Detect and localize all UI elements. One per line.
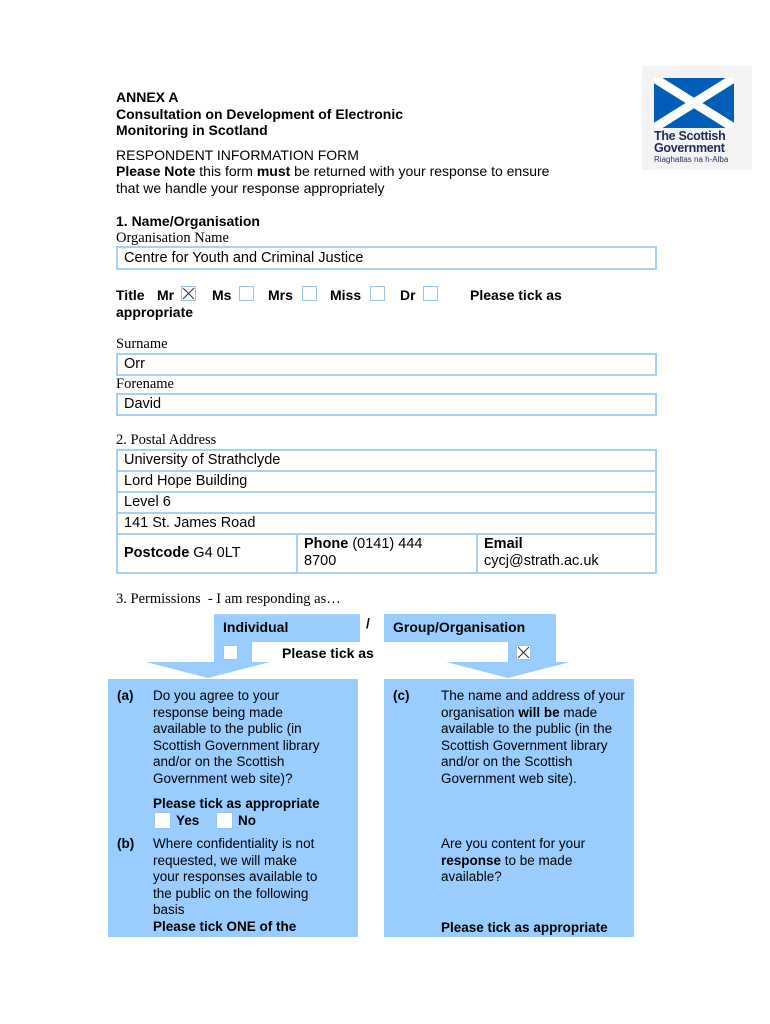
address-line-2[interactable]: Lord Hope Building	[118, 472, 655, 493]
annex-label: ANNEX A	[116, 89, 179, 105]
note-text-2: be returned with your response to ensure	[290, 163, 550, 179]
question-a-line: Do you agree to your	[153, 688, 280, 703]
title-option-dr-label: Dr	[400, 287, 416, 303]
contact-row	[118, 535, 655, 572]
phone-value-1: (0141) 444	[348, 536, 423, 552]
question-b-line: requested, we will make	[153, 852, 298, 868]
note-line-2: that we handle your response appropriately	[116, 180, 385, 196]
question-a-line: available to the public (in	[153, 721, 302, 737]
title-mr-checkbox[interactable]	[181, 286, 196, 301]
content-bold: response	[441, 852, 502, 868]
yes-checkbox[interactable]	[154, 812, 171, 829]
form-title: RESPONDENT INFORMATION FORM	[116, 147, 359, 163]
group-label: Group/Organisation	[393, 619, 526, 635]
email-value: cycj@strath.ac.uk	[484, 553, 599, 569]
title-line-2: Monitoring in Scotland	[116, 122, 268, 138]
question-c-line: Scottish Government library	[441, 737, 608, 753]
section-2-heading: 2. Postal Address	[116, 432, 217, 448]
tick-as-label: Please tick as	[282, 645, 374, 661]
checked-x-icon	[181, 286, 196, 301]
question-c-text	[441, 688, 625, 788]
postcode-label: Postcode	[124, 545, 190, 561]
question-a-line: response being made	[153, 704, 283, 720]
no-label: No	[238, 813, 256, 828]
question-b-text	[153, 836, 317, 936]
email-cell[interactable]	[484, 536, 599, 570]
checked-x-icon	[516, 645, 531, 660]
title-option-ms-label: Ms	[212, 287, 232, 303]
address-line-3[interactable]: Level 6	[118, 493, 655, 514]
tick-note-2: appropriate	[116, 304, 194, 320]
divider	[476, 535, 478, 572]
title-miss-checkbox[interactable]	[370, 286, 385, 301]
no-checkbox[interactable]	[216, 812, 233, 829]
surname-field[interactable]: Orr	[116, 353, 657, 376]
question-a-line: and/or on the Scottish	[153, 754, 285, 770]
question-a-line: Scottish Government library	[153, 737, 320, 753]
question-c-text-part: made	[559, 704, 598, 720]
section-1-heading: 1. Name/Organisation	[116, 213, 260, 229]
phone-label: Phone	[304, 536, 349, 552]
question-a-tick: Please tick as appropriate	[153, 796, 320, 811]
question-c-label: (c)	[393, 688, 410, 703]
question-a-label: (a)	[117, 688, 134, 703]
note-line-1	[116, 163, 549, 180]
logo-line-2: Government	[654, 141, 725, 155]
question-b-tick: Please tick ONE of the	[153, 918, 297, 934]
title-dr-checkbox[interactable]	[423, 286, 438, 301]
yes-label: Yes	[176, 813, 200, 828]
postcode-value: G4 0LT	[189, 545, 241, 561]
question-c-line	[441, 705, 625, 722]
postal-address-box	[116, 449, 657, 574]
question-b-line: your responses available to	[153, 869, 318, 885]
group-checkbox[interactable]	[516, 645, 531, 660]
respondent-type-bar	[214, 614, 556, 642]
forename-field[interactable]: David	[116, 393, 657, 416]
question-b-line: the public on the following	[153, 885, 309, 901]
phone-value-2: 8700	[304, 553, 337, 569]
title-option-mr-label: Mr	[157, 287, 175, 303]
question-c-bold: will be	[518, 704, 560, 720]
forename-label: Forename	[116, 376, 174, 392]
address-line-1[interactable]: University of Strathclyde	[118, 451, 655, 472]
question-a-line: Government web site)?	[153, 770, 293, 786]
title-mrs-checkbox[interactable]	[302, 286, 317, 301]
slash-cell	[360, 614, 384, 642]
section-3-heading: 3. Permissions - I am responding as…	[116, 591, 341, 607]
note-text-1: this form	[195, 163, 257, 179]
postcode-cell[interactable]	[124, 545, 241, 561]
content-line	[441, 853, 585, 870]
individual-label: Individual	[223, 619, 289, 635]
arrow-down-icon	[446, 662, 570, 678]
note-bold-2: must	[256, 163, 291, 179]
content-line: available?	[441, 869, 502, 885]
question-c-text-part: organisation	[441, 704, 519, 720]
title-option-mrs-label: Mrs	[268, 287, 293, 303]
logo-line-1: The Scottish	[654, 129, 726, 143]
question-c-line: available to the public (in the	[441, 721, 613, 737]
question-b-line: basis	[153, 902, 185, 918]
arrow-down-icon	[146, 662, 270, 678]
phone-cell[interactable]	[304, 536, 422, 570]
content-tick: Please tick as appropriate	[441, 920, 608, 935]
surname-label: Surname	[116, 336, 168, 352]
question-c-line: The name and address of your	[441, 688, 625, 703]
saltire-flag-icon	[654, 78, 734, 128]
tick-note: Please tick as	[470, 287, 562, 303]
content-line: Are you content for your	[441, 836, 586, 851]
note-bold-1: Please Note	[116, 163, 196, 179]
scottish-government-logo	[642, 66, 752, 170]
individual-checkbox[interactable]	[223, 645, 238, 660]
question-c-line: Government web site).	[441, 770, 577, 786]
question-c-line: and/or on the Scottish	[441, 754, 573, 770]
address-line-4[interactable]: 141 St. James Road	[118, 514, 655, 535]
slash-label: /	[366, 615, 370, 631]
title-ms-checkbox[interactable]	[239, 286, 254, 301]
question-b-label: (b)	[117, 836, 135, 851]
divider	[296, 535, 298, 572]
title-option-miss-label: Miss	[330, 287, 362, 303]
org-name-label: Organisation Name	[116, 230, 229, 246]
org-name-field[interactable]: Centre for Youth and Criminal Justice	[116, 246, 657, 270]
question-a-text	[153, 688, 320, 788]
content-question	[441, 836, 585, 886]
content-text-part: to be made	[501, 852, 573, 868]
email-label: Email	[484, 536, 523, 552]
title-label: Title	[116, 287, 145, 303]
title-line-1: Consultation on Development of Electronic	[116, 106, 404, 122]
question-b-line: Where confidentiality is not	[153, 836, 315, 851]
logo-line-3: Riaghaltas na h-Alba	[654, 155, 729, 164]
